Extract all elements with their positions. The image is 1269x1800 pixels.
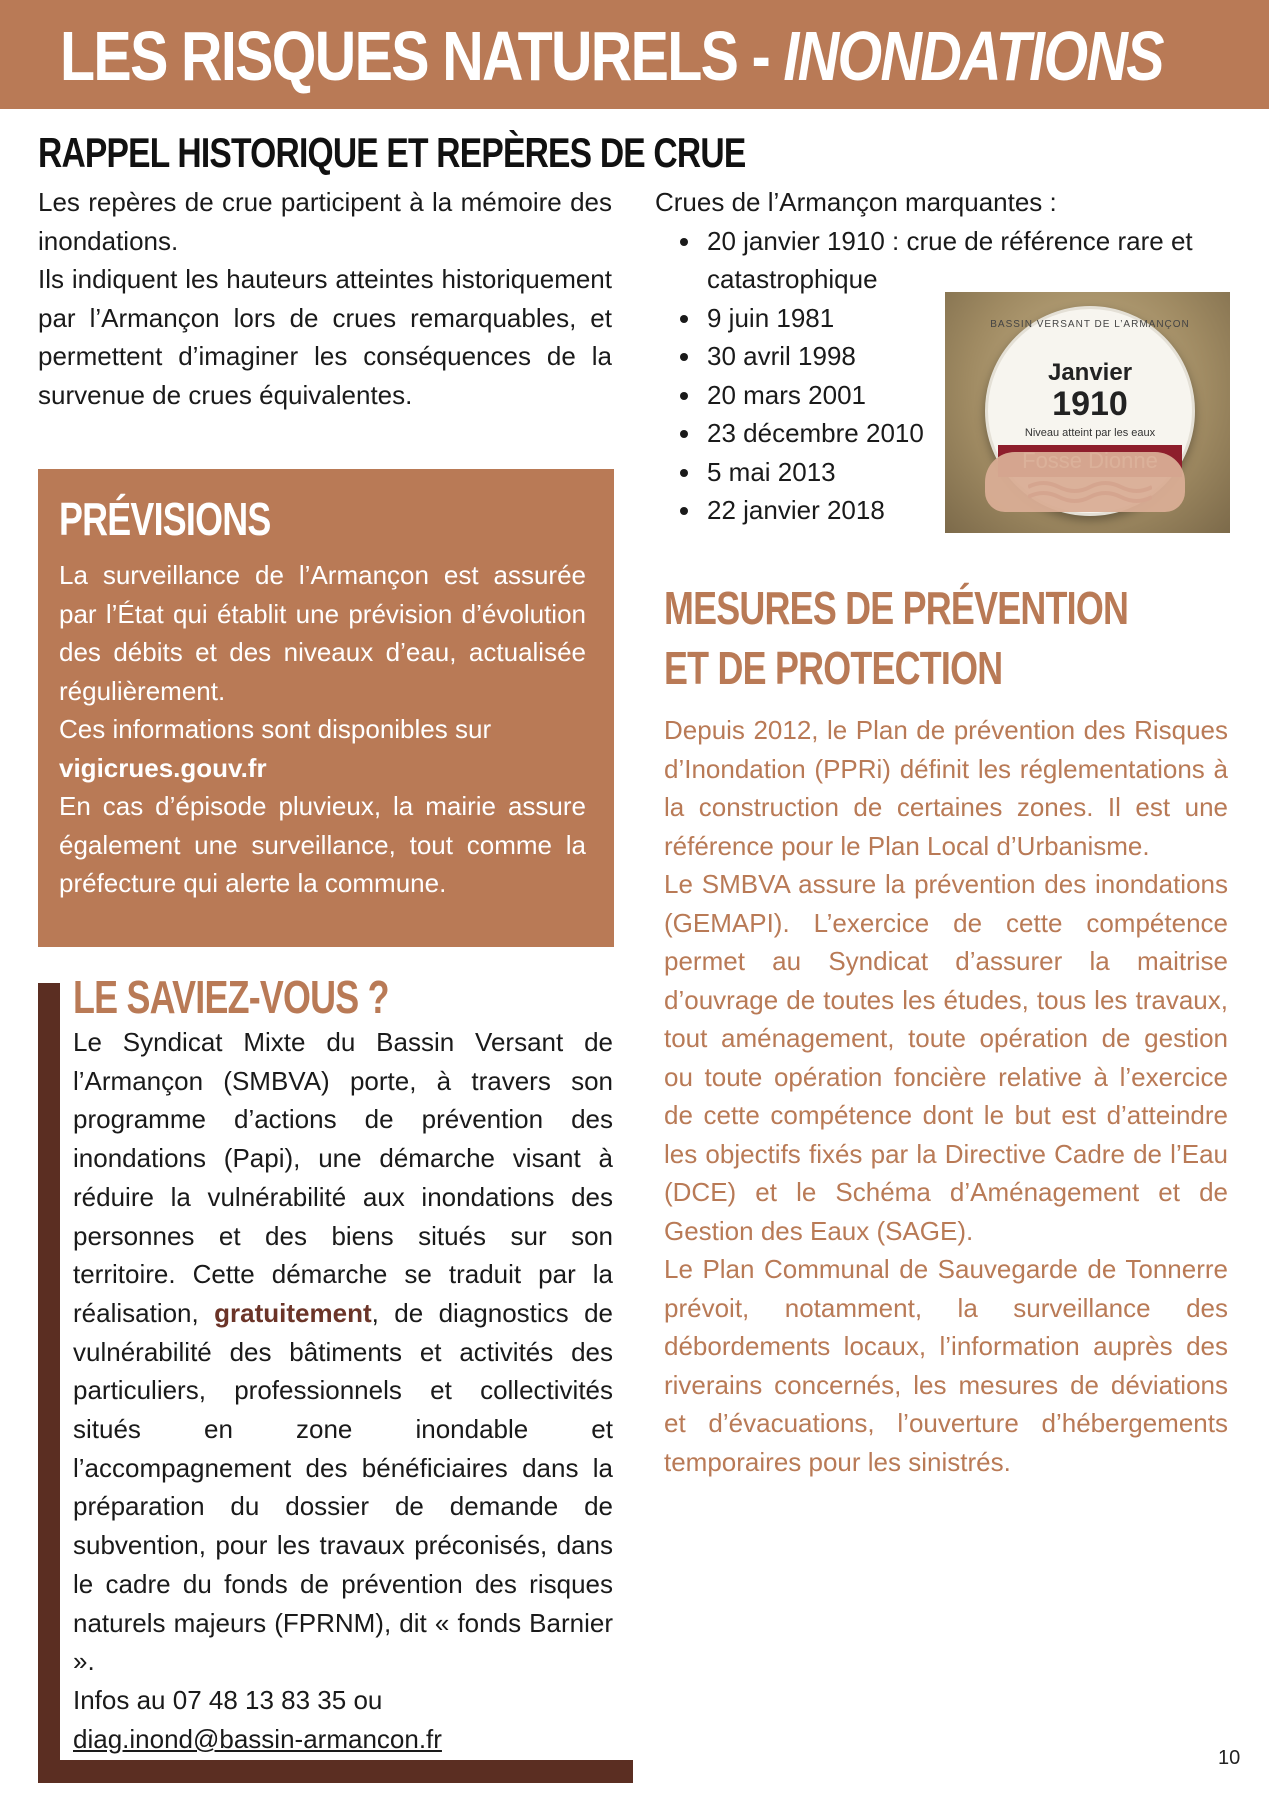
mesures-paragraph-2: Le SMBVA assure la prévention des inondations (GEMAPI). L’exercice de cette compétence permet au Syndicat d’assurer la maitrise d’ouvrage de toutes les études, tous les travaux, tout aménagement, toute opération de gestion ou toute opération foncière relative à l’exercice de cette compétence dont le but est d’atteindre les objectifs fixés par la Directive Cadre de l’Eau (DCE) et le Schéma d’Aménagement et de Gestion des Eaux (SAGE). bbox=[664, 869, 1228, 1246]
saviez-text-part-1: Le Syndicat Mixte du Bassin Versant de l’Armançon (SMBVA) porte, à travers son programme d’actions de prévention des inondations (Papi), une démarche visant à réduire la vulnérabilité aux inondations des personnes et des biens situés sur son territoire. Cette démarche se traduit par la réalisation, bbox=[73, 1027, 613, 1328]
plaque-ring-text: BASSIN VERSANT DE L’ARMANÇON bbox=[990, 319, 1190, 330]
vigicrues-link[interactable]: vigicrues.gouv.fr bbox=[59, 752, 267, 783]
rappel-paragraph-1: Les repères de crue participent à la mémoire des inondations. bbox=[38, 187, 612, 256]
list-item: • 5 mai 2013 bbox=[703, 453, 1230, 492]
list-item: • 23 décembre 2010 bbox=[703, 414, 1230, 453]
list-item: • 20 janvier 1910 : crue de référence rare et catastrophique bbox=[703, 222, 1207, 299]
previsions-paragraph-2 bbox=[59, 710, 586, 787]
page-title-italic: INONDATIONS bbox=[783, 17, 1163, 95]
mesures-title bbox=[664, 578, 1128, 698]
plaque-level-text: Niveau atteint par les eaux bbox=[1024, 427, 1156, 439]
saviez-text-emphasis: gratuitement bbox=[214, 1297, 372, 1328]
saviez-frame-left bbox=[38, 983, 60, 1783]
plaque-month: Janvier bbox=[1047, 359, 1133, 386]
section-title-rappel: RAPPEL HISTORIQUE ET REPÈRES DE CRUE bbox=[38, 129, 746, 176]
previsions-box bbox=[38, 469, 614, 947]
saviez-email-line bbox=[73, 1720, 613, 1759]
mesures-text bbox=[664, 711, 1228, 1481]
previsions-title: PRÉVISIONS bbox=[59, 493, 271, 545]
list-item: • 22 janvier 2018 bbox=[703, 491, 1230, 530]
crues-list-title: Crues de l’Armançon marquantes : bbox=[655, 187, 1057, 217]
mesures-paragraph-1: Depuis 2012, le Plan de prévention des Risques d’Inondation (PPRi) définit les réglementations à la construction de certaines zones. Il est une référence pour le Plan Local d’Urbanisme. bbox=[664, 715, 1228, 861]
previsions-paragraph-3: En cas d’épisode pluvieux, la mairie assure également une surveillance, tout comme la préfecture qui alerte la commune. bbox=[59, 791, 586, 898]
mesures-title-line-1: MESURES DE PRÉVENTION bbox=[664, 582, 1129, 634]
saviez-title: LE SAVIEZ-VOUS ? bbox=[73, 971, 389, 1023]
page-title-main: LES RISQUES NATURELS - bbox=[60, 17, 784, 95]
flood-marker-photo bbox=[945, 292, 1230, 533]
saviez-paragraph bbox=[73, 1023, 613, 1681]
previsions-text bbox=[59, 556, 586, 903]
saviez-text-part-2: , de diagnostics de vulnérabilité des bâtiments et activités des particuliers, professionnels et collectivités situés en zone inondable et l’accompagnement des bénéficiaires dans la préparation du dossier de demande de subvention, pour les travaux préconisés, dans le cadre du fonds de prévention des risques naturels majeurs (FPRNM), dit « fonds Barnier ». bbox=[73, 1297, 613, 1677]
list-item: • 9 juin 1981 bbox=[703, 299, 1230, 338]
saviez-text bbox=[73, 1023, 613, 1758]
list-item: • 20 mars 2001 bbox=[703, 376, 1230, 415]
mesures-title-line-2: ET DE PROTECTION bbox=[664, 642, 1003, 694]
plaque-year: 1910 bbox=[1052, 385, 1128, 423]
hand-image bbox=[985, 452, 1185, 512]
mesures-paragraph-3: Le Plan Communal de Sauvegarde de Tonnerre prévoit, notamment, la surveillance des débordements locaux, l’information auprès des riverains concernés, les mesures de déviations et d’évacuations, l’ouverture d’hébergements temporaires pour les sinistrés. bbox=[664, 1254, 1228, 1477]
previsions-paragraph-1: La surveillance de l’Armançon est assurée par l’État qui établit une prévision d’évolution des débits et des niveaux d’eau, actualisée régulièrement. bbox=[59, 560, 586, 706]
page-title bbox=[60, 18, 1163, 94]
email-link[interactable]: diag.inond@bassin-armancon.fr bbox=[73, 1723, 442, 1754]
page-number: 10 bbox=[1218, 1747, 1241, 1769]
rappel-text bbox=[38, 183, 612, 414]
saviez-frame-bottom bbox=[38, 1760, 633, 1783]
saviez-infos: Infos au 07 48 13 83 35 ou bbox=[73, 1684, 383, 1715]
previsions-paragraph-2-text: Ces informations sont disponibles sur bbox=[59, 714, 492, 744]
list-item: • 30 avril 1998 bbox=[703, 337, 1230, 376]
rappel-paragraph-2: Ils indiquent les hauteurs atteintes historiquement par l’Armançon lors de crues remarquables, et permettent d’imaginer les conséquences de la survenue de crues équivalentes. bbox=[38, 264, 612, 410]
